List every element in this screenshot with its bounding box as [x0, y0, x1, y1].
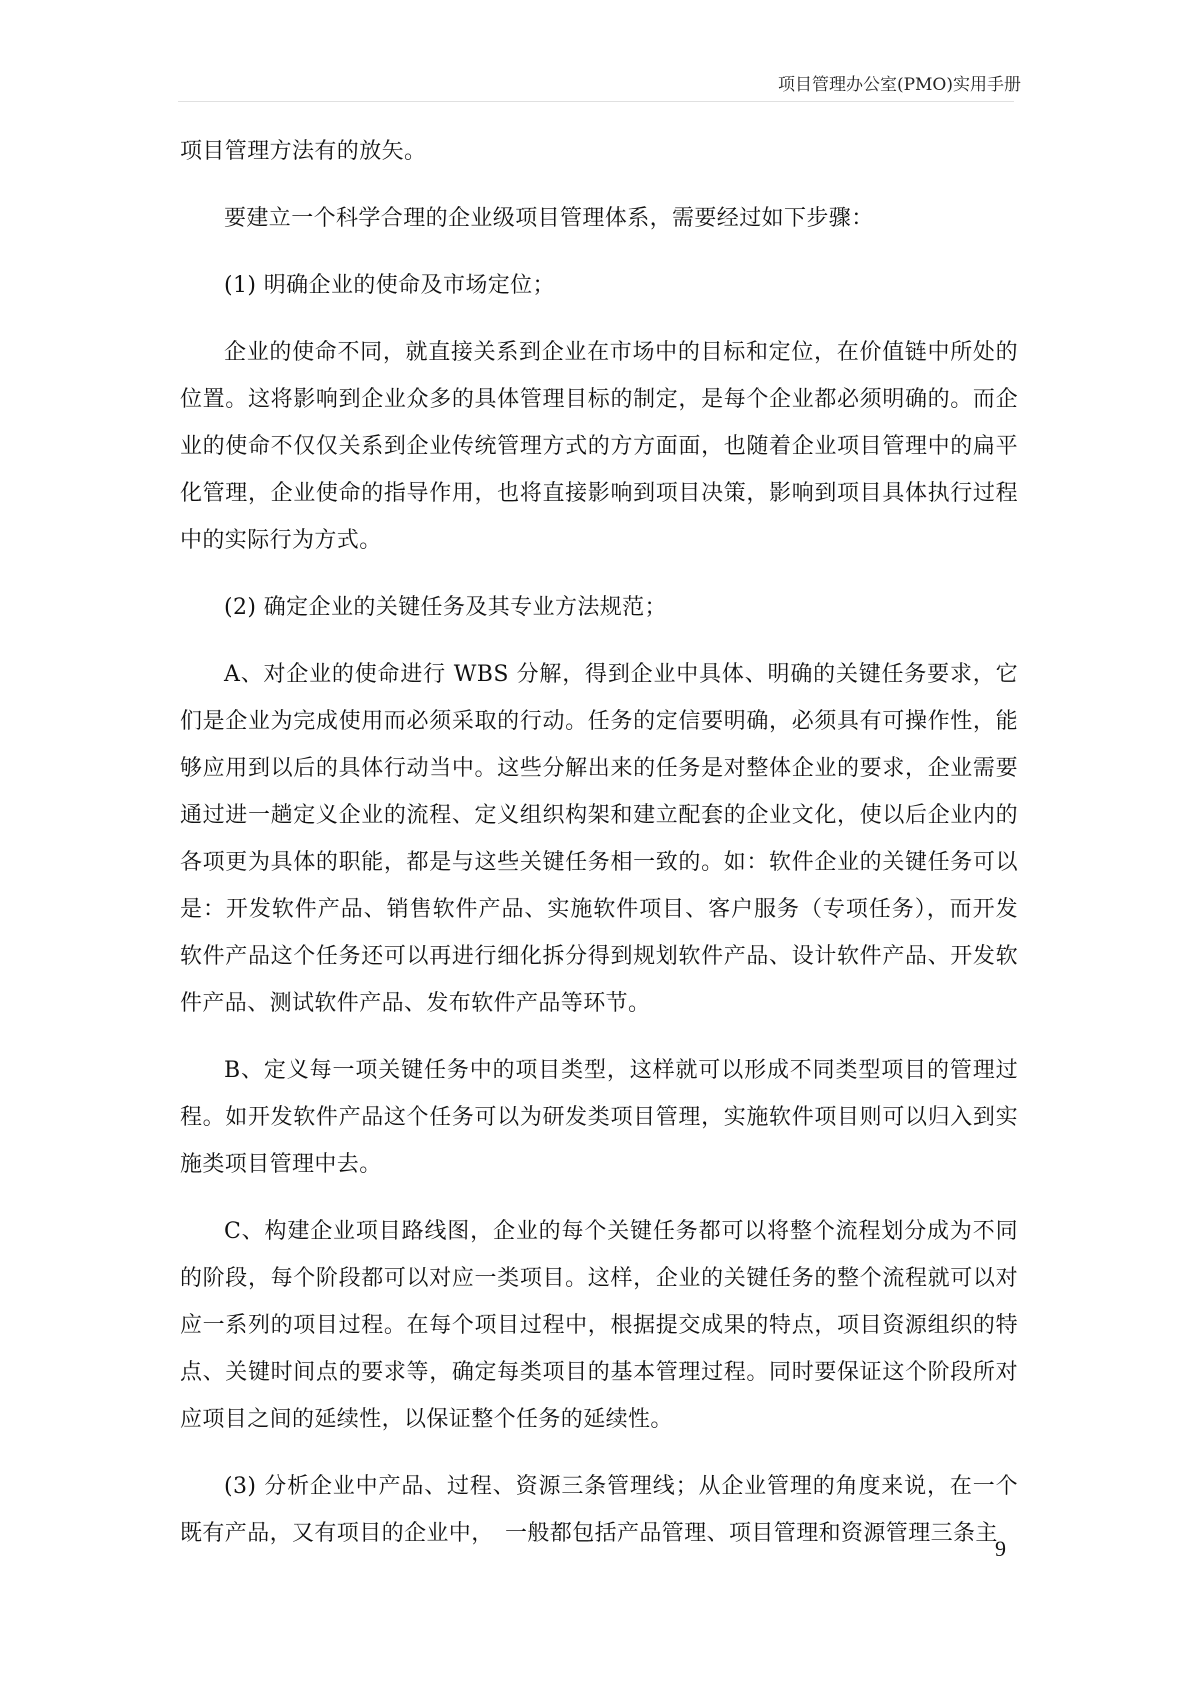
- body-text: [180, 128, 1018, 1577]
- header-divider: [178, 101, 1014, 102]
- paragraph-b: B、定义每一项关键任务中的项目类型，这样就可以形成不同类型项目的管理过程。如开发软件产品这个任务可以为研发类项目管理，实施软件项目则可以归入到实施类项目管理中去。: [180, 1058, 1018, 1177]
- paragraph-1: 项目管理方法有的放矢。: [180, 139, 427, 164]
- paragraph-a: A、对企业的使命进行 WBS 分解，得到企业中具体、明确的关键任务要求，它们是企业为完成使用而必须采取的行动。任务的定信要明确，必须具有可操作性，能够应用到以后的具体行动当中。这些分解出来的任务是对整体企业的要求，企业需要通过进一趟定义企业的流程、定义组织构架和建立配套的企业文化，使以后企业内的各项更为具体的职能，都是与这些关键任务相一致的。如：软件企业的关键任务可以是：开发软件产品、销售软件产品、实施软件项目、客户服务（专项任务），而开发软件产品这个任务还可以再进行细化拆分得到规划软件产品、设计软件产品、开发软件产品、测试软件产品、发布软件产品等环节。: [180, 662, 1018, 1016]
- list-item-3: (3) 分析企业中产品、过程、资源三条管理线；从企业管理的角度来说，在一个既有产品，又有项目的企业中， 一般都包括产品管理、项目管理和资源管理三条主: [180, 1474, 1018, 1546]
- list-item-1: (1) 明确企业的使命及市场定位；: [224, 273, 555, 298]
- page-number: 9: [995, 1536, 1006, 1561]
- paragraph-2: 要建立一个科学合理的企业级项目管理体系，需要经过如下步骤：: [224, 206, 874, 231]
- paragraph-mission: 企业的使命不同，就直接关系到企业在市场中的目标和定位，在价值链中所处的位置。这将影响到企业众多的具体管理目标的制定，是每个企业都必须明确的。而企业的使命不仅仅关系到企业传统管理方式的方方面面，也随着企业项目管理中的扁平化管理，企业使命的指导作用，也将直接影响到项目决策，影响到项目具体执行过程中的实际行为方式。: [180, 340, 1018, 553]
- running-header: 项目管理办公室(PMO)实用手册: [777, 75, 1021, 95]
- paragraph-c: C、构建企业项目路线图，企业的每个关键任务都可以将整个流程划分成为不同的阶段，每个阶段都可以对应一类项目。这样，企业的关键任务的整个流程就可以对应一系列的项目过程。在每个项目过程中，根据提交成果的特点，项目资源组织的特点、关键时间点的要求等，确定每类项目的基本管理过程。同时要保证这个阶段所对应项目之间的延续性，以保证整个任务的延续性。: [180, 1219, 1018, 1432]
- list-item-2: (2) 确定企业的关键任务及其专业方法规范；: [224, 595, 667, 620]
